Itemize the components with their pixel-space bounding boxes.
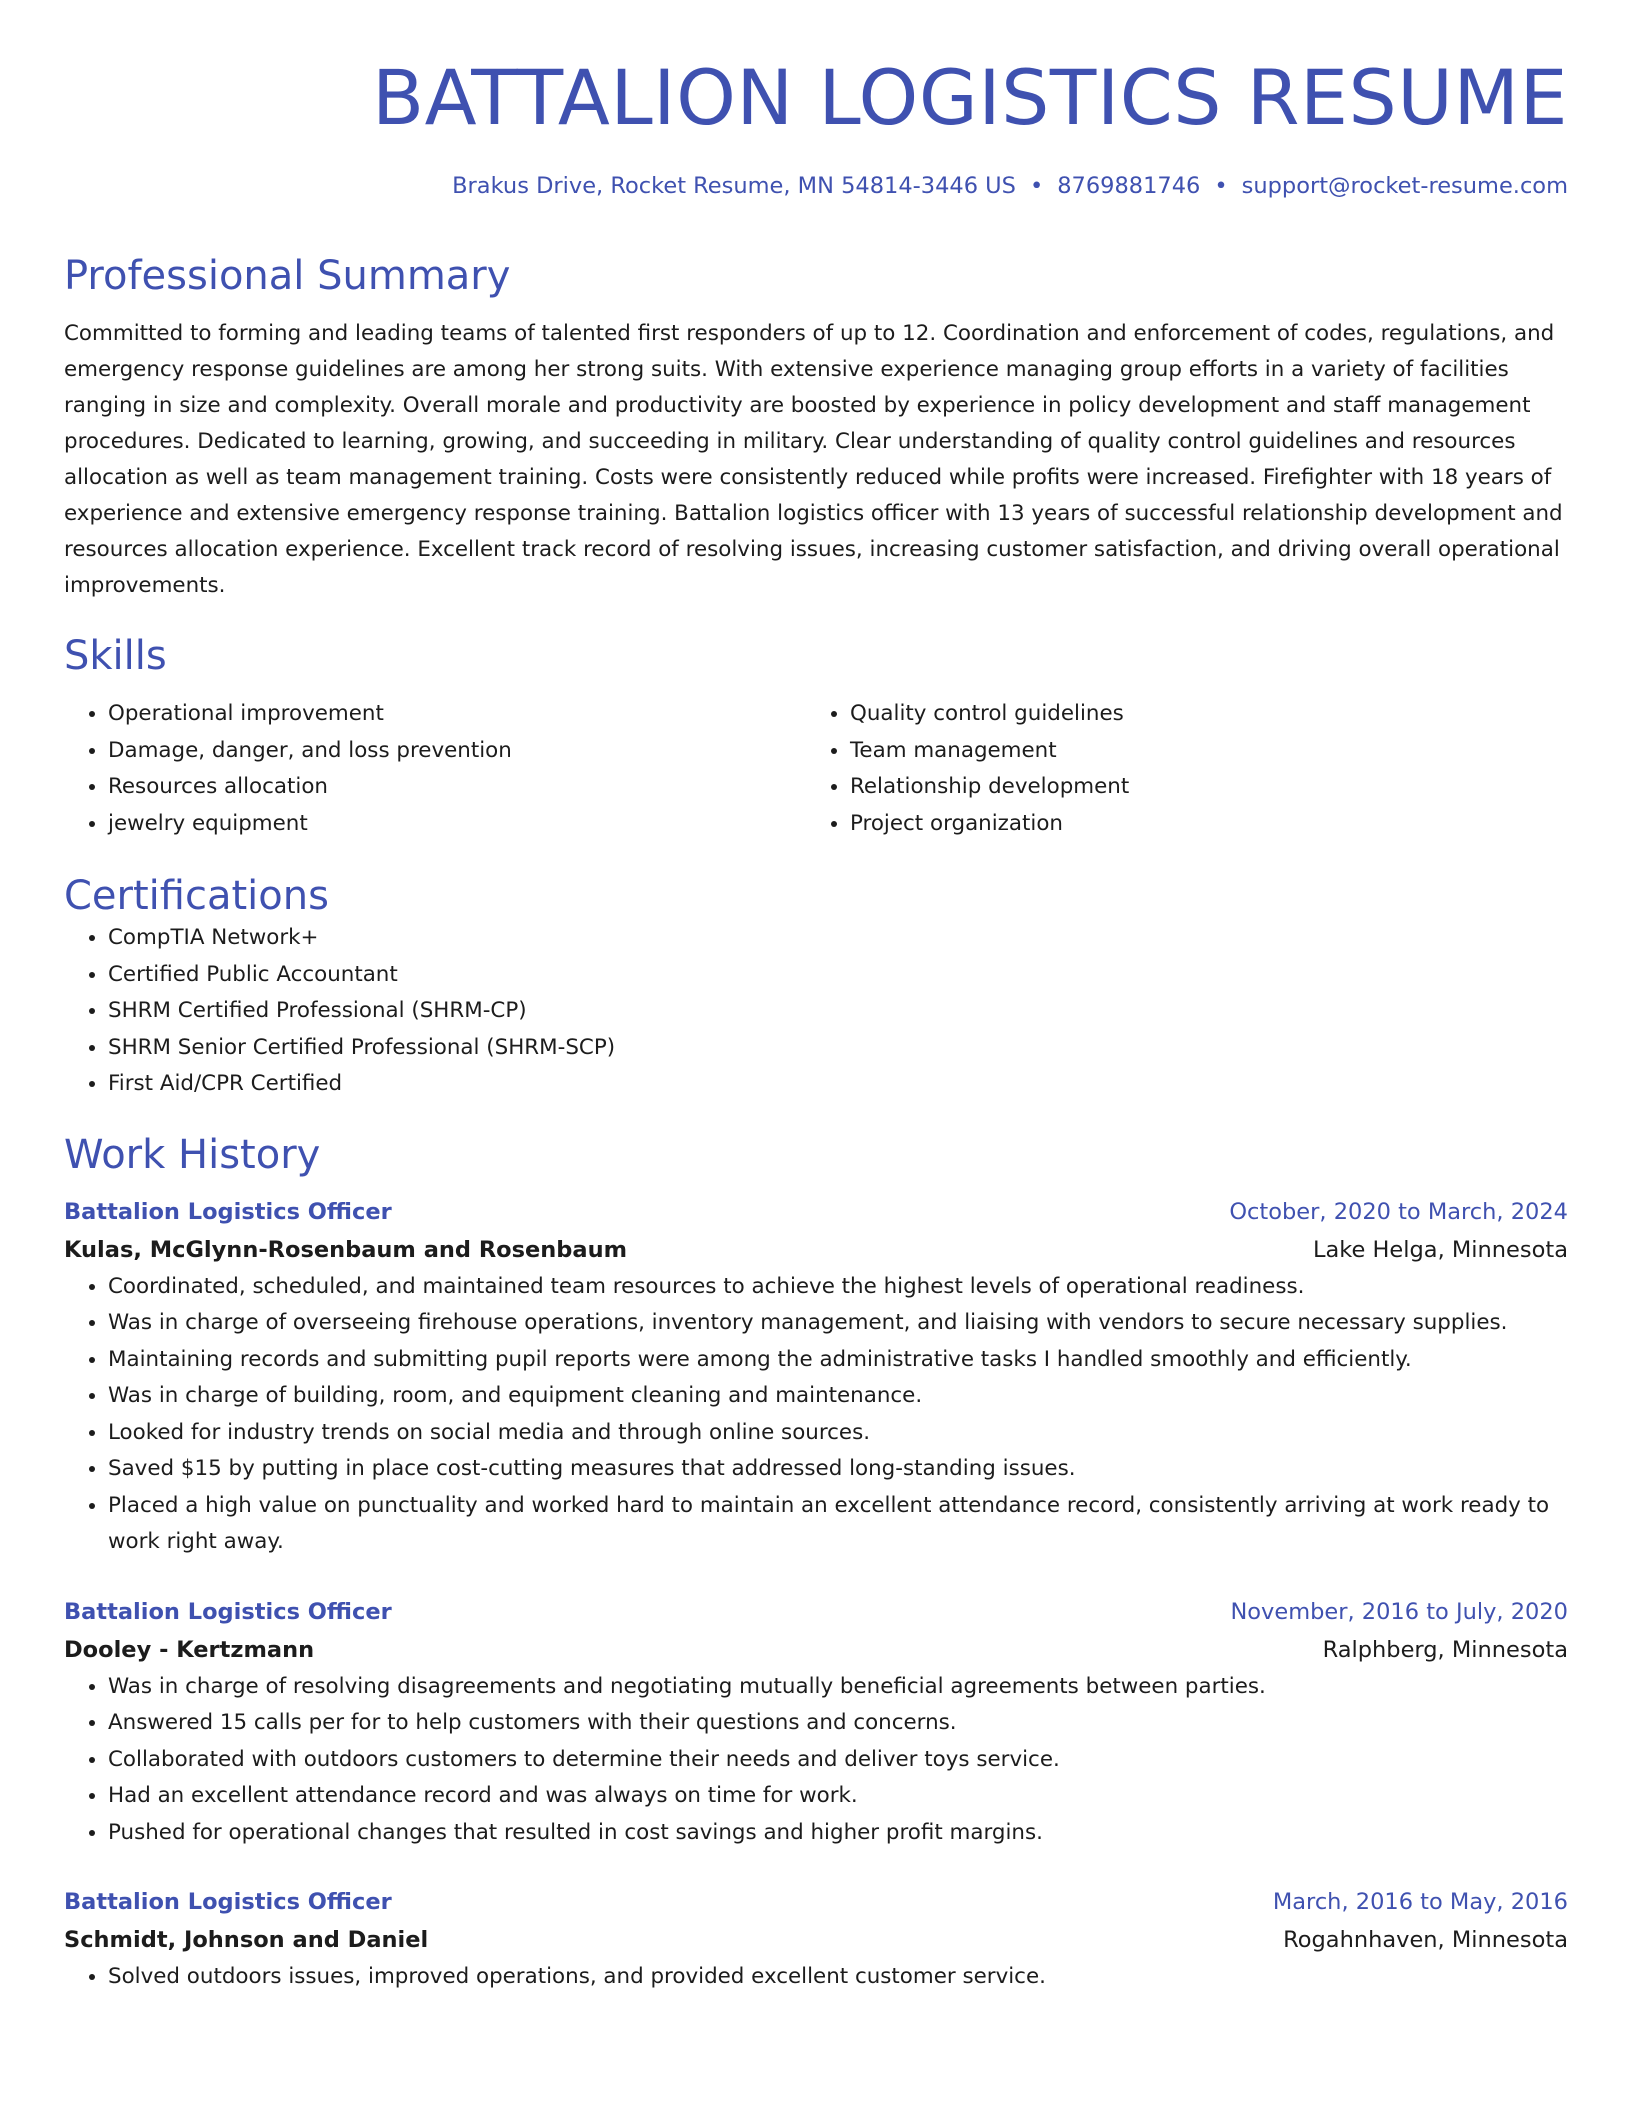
certification-item: • SHRM Senior Certified Professional (SHRM-SCP)	[108, 1030, 1568, 1067]
job-location: Rogahnhaven, Minnesota	[1283, 1927, 1568, 1954]
job-company: Schmidt, Johnson and Daniel	[64, 1927, 429, 1954]
resume-header	[64, 52, 1568, 200]
certifications-heading: Certifications	[64, 873, 329, 920]
bullet-separator: •	[1029, 173, 1044, 200]
job-duty: • Saved $15 by putting in place cost-cutting measures that addressed long-standing issues.	[108, 1451, 1568, 1488]
job-header-row	[64, 1593, 1568, 1631]
job-company: Dooley - Kertzmann	[64, 1636, 315, 1663]
job-company-row	[64, 1631, 1568, 1669]
job-company-row	[64, 1921, 1568, 1959]
job-location: Lake Helga, Minnesota	[1312, 1236, 1568, 1263]
job-duty: • Collaborated with outdoors customers to determine their needs and deliver toys service.	[108, 1742, 1568, 1779]
job-entry	[64, 1193, 1568, 1561]
job-duties-list	[64, 1269, 1568, 1561]
job-duty: • Solved outdoors issues, improved operations, and provided excellent customer service.	[108, 1959, 1568, 1996]
job-duty: • Was in charge of overseeing firehouse operations, inventory management, and liaising with vendors to secure necessary supplies.	[108, 1305, 1568, 1342]
skill-item: • Relationship development	[850, 769, 1568, 806]
job-title: Battalion Logistics Officer	[64, 1198, 392, 1225]
job-company-row	[64, 1231, 1568, 1269]
job-header-row	[64, 1883, 1568, 1921]
job-duty: • Was in charge of building, room, and equipment cleaning and maintenance.	[108, 1378, 1568, 1415]
job-duty: • Pushed for operational changes that resulted in cost savings and higher profit margins.	[108, 1815, 1568, 1852]
job-dates: March, 2016 to May, 2016	[1272, 1889, 1568, 1916]
certification-item: • First Aid/CPR Certified	[108, 1066, 1568, 1103]
skills-list-right	[806, 696, 1568, 842]
job-duty: • Maintaining records and submitting pupil reports were among the administrative tasks I handled smoothly and efficiently.	[108, 1342, 1568, 1379]
job-duty: • Coordinated, scheduled, and maintained team resources to achieve the highest levels of operational readiness.	[108, 1269, 1568, 1306]
job-header-row	[64, 1193, 1568, 1231]
job-entry	[64, 1883, 1568, 1996]
contact-address: Brakus Drive, Rocket Resume, MN 54814-3446 US	[452, 173, 1016, 200]
job-duty: • Had an excellent attendance record and was always on time for work.	[108, 1778, 1568, 1815]
job-title: Battalion Logistics Officer	[64, 1889, 392, 1916]
bullet-separator: •	[1214, 173, 1228, 200]
skill-item: • Project organization	[850, 806, 1568, 843]
skill-item: • Team management	[850, 733, 1568, 770]
job-duties-list	[64, 1669, 1568, 1852]
job-duty: • Was in charge of resolving disagreements and negotiating mutually beneficial agreements between parties.	[108, 1669, 1568, 1706]
summary-paragraph: Committed to forming and leading teams of talented first responders of up to 12. Coordination and enforcement of codes, regulations, and emergency response guidelines are among her strong suits. With extensive experience managing group efforts in a variety of facilities ranging in size and complexity. Overall morale and productivity are boosted by experience in policy development and staff management procedures. Dedicated to learning, growing, and succeeding in military. Clear understanding of quality control guidelines and resources allocation as well as team management training. Costs were consistently reduced while profits were increased. Firefighter with 18 years of experience and extensive emergency response training. Battalion logistics officer with 13 years of successful relationship development and resources allocation experience. Excellent track record of resolving issues, increasing customer satisfaction, and driving overall operational improvements.	[64, 321, 1563, 599]
work-history-heading: Work History	[64, 1131, 321, 1178]
job-duty: • Placed a high value on punctuality and worked hard to maintain an excellent attendance record, consistently arriving at work ready to work right away.	[108, 1488, 1568, 1561]
skill-item: • jewelry equipment	[108, 806, 806, 843]
job-entry	[64, 1593, 1568, 1852]
resume-name: BATTALION LOGISTICS RESUME	[371, 53, 1568, 142]
contact-phone: 8769881746	[1057, 173, 1201, 200]
job-company: Kulas, McGlynn-Rosenbaum and Rosenbaum	[64, 1236, 628, 1263]
skill-item: • Resources allocation	[108, 769, 806, 806]
skill-item: • Damage, danger, and loss prevention	[108, 733, 806, 770]
certification-item: • Certified Public Accountant	[108, 957, 1568, 994]
skill-item: • Quality control guidelines	[850, 696, 1568, 733]
job-duty: • Answered 15 calls per for to help customers with their questions and concerns.	[108, 1705, 1568, 1742]
job-duty: • Looked for industry trends on social media and through online sources.	[108, 1415, 1568, 1452]
contact-email: support@rocket-resume.com	[1241, 173, 1568, 200]
job-title: Battalion Logistics Officer	[64, 1598, 392, 1625]
skills-grid	[64, 696, 1568, 842]
certification-item: • CompTIA Network+	[108, 920, 1568, 957]
certification-item: • SHRM Certified Professional (SHRM-CP)	[108, 993, 1568, 1030]
skills-list-left	[64, 696, 806, 842]
skill-item: • Operational improvement	[108, 696, 806, 733]
job-dates: November, 2016 to July, 2020	[1230, 1598, 1568, 1625]
job-dates: October, 2020 to March, 2024	[1229, 1198, 1568, 1225]
job-duties-list	[64, 1959, 1568, 1996]
certifications-list	[64, 920, 1568, 1103]
summary-heading: Professional Summary	[64, 253, 511, 300]
skills-heading: Skills	[64, 633, 167, 680]
job-location: Ralphberg, Minnesota	[1322, 1636, 1568, 1663]
contact-line	[64, 173, 1568, 200]
